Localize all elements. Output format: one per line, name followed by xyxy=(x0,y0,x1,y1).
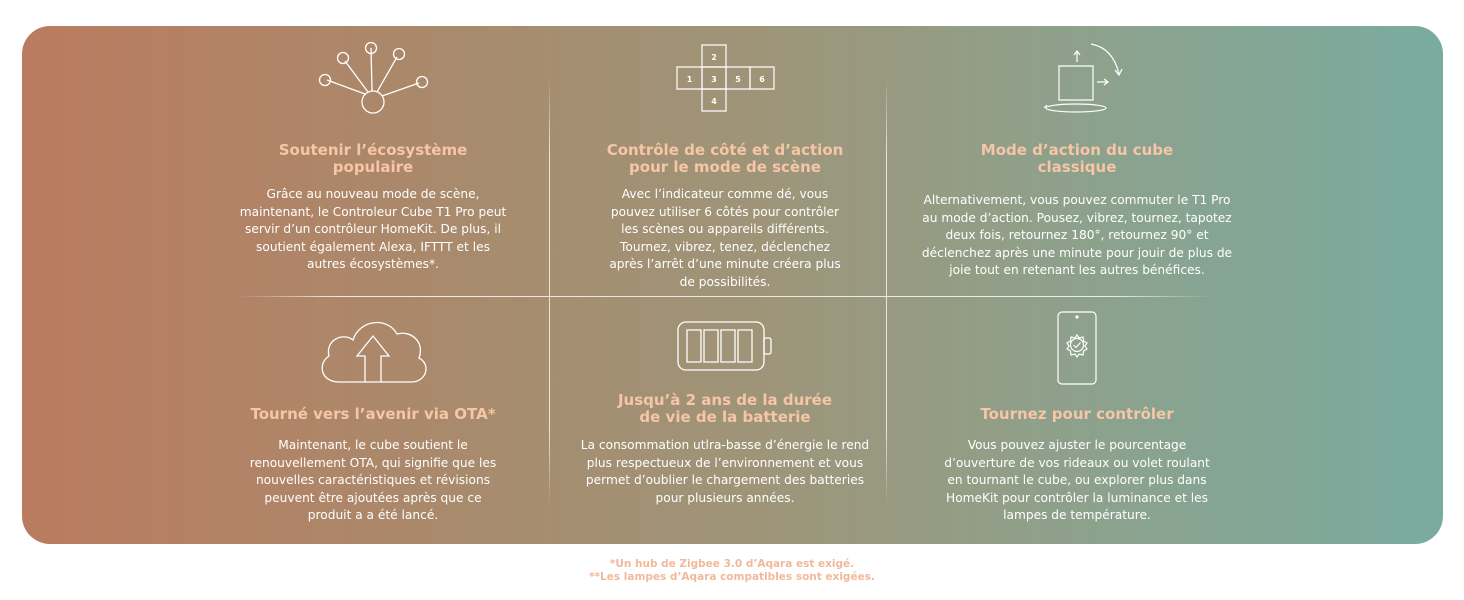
cloud-upload-icon xyxy=(315,310,431,390)
feature-ota xyxy=(220,296,526,544)
cube-face-label: 2 xyxy=(711,53,717,62)
battery-icon xyxy=(675,320,775,378)
phone-settings-icon xyxy=(1055,310,1099,390)
footnotes: *Un hub de Zigbee 3.0 d’Aqara est exigé. **Les lampes d’Aqara compatibles sont exigées. xyxy=(589,558,875,583)
feature-description: Grâce au nouveau mode de scène, maintenant, le Controleur Cube T1 Pro peut servir d’un contrôleur HomeKit. De plus, il soutient également Alexa, IFTTT et les autres écosystèmes*. xyxy=(239,187,507,272)
feature-classic-mode xyxy=(904,26,1250,296)
feature-description: La consommation utlra-basse d’énergie le rend plus respectueux de l’environnement et vous permet d’oublier le chargement des batteries pour plusieurs années. xyxy=(580,438,870,505)
feature-title: Jusqu’à 2 ans de la durée de vie de la batterie xyxy=(617,391,833,426)
features-panel xyxy=(22,26,1443,544)
feature-title: Tournez pour contrôler xyxy=(980,405,1174,423)
cube-face-label: 3 xyxy=(711,75,717,84)
cube-face-label: 5 xyxy=(735,75,741,84)
feature-title: Tourné vers l’avenir via OTA* xyxy=(250,405,496,423)
feature-ecosystem xyxy=(220,26,526,296)
feature-side-control xyxy=(570,26,880,296)
feature-description: Maintenant, le cube soutient le renouvellement OTA, qui signifie que les nouvelles caractéristiques et révisions peuvent être ajoutées après que ce produit a a été lancé. xyxy=(249,438,497,523)
column-divider xyxy=(549,76,550,506)
cube-net-icon xyxy=(675,44,775,118)
cube-rotation-icon xyxy=(1027,38,1127,122)
cube-face-label: 6 xyxy=(759,75,765,84)
feature-title: Soutenir l’écosystème populaire xyxy=(278,141,468,176)
cube-face-label: 4 xyxy=(711,97,717,106)
feature-title: Contrôle de côté et d’action pour le mode de scène xyxy=(606,141,844,176)
feature-description: Vous pouvez ajuster le pourcentage d’ouverture de vos rideaux ou volet roulant en tournant le cube, ou explorer plus dans HomeKit pour contrôler la luminance et les lampes de température. xyxy=(944,438,1210,523)
feature-title: Mode d’action du cube classique xyxy=(980,141,1174,176)
network-hub-icon xyxy=(313,42,433,121)
feature-battery xyxy=(570,296,880,544)
feature-description: Alternativement, vous pouvez commuter le T1 Pro au mode d’action. Pousez, vibrez, tournez, tapotez deux fois, retournez 180°, retournez 90° et déclenchez après une minute pour jouir de plus de joie tout en retenant les autres bénéfices. xyxy=(921,193,1233,278)
column-divider xyxy=(886,76,887,506)
feature-rotate-control xyxy=(904,296,1250,544)
cube-face-label: 1 xyxy=(686,75,693,84)
feature-description: Avec l’indicateur comme dé, vous pouvez utiliser 6 côtés pour contrôler les scènes ou appareils différents. Tournez, vibrez, tenez, déclenchez après l’arrêt d’une minute créera plus de possibilités. xyxy=(609,187,841,289)
